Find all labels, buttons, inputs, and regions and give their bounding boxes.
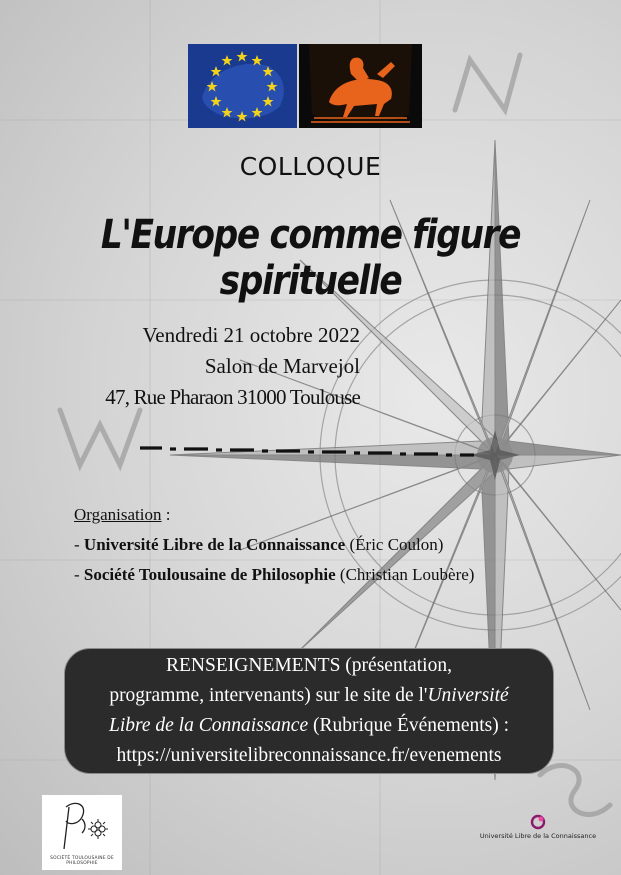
- event-date: Vendredi 21 octobre 2022: [142, 323, 360, 347]
- organiser-item: - Université Libre de la Connaissance (Éric Coulon): [74, 535, 444, 554]
- organiser-name: Université Libre de la Connaissance: [83, 535, 346, 554]
- philosophy-logo-icon: [42, 795, 122, 857]
- header-images: [188, 44, 422, 128]
- info-box: [64, 648, 554, 774]
- decorative-divider: [140, 440, 480, 460]
- organiser-contact: (Christian Loubère): [335, 565, 475, 584]
- info-line: RENSEIGNEMENTS (présentation,: [166, 655, 452, 676]
- left-logo-caption: SOCIÉTÉ TOULOUSAINE DE PHILOSOPHIE: [50, 856, 114, 866]
- right-logo-caption: Université Libre de la Connaissance: [479, 832, 597, 840]
- event-venue: Salon de Marvejol: [204, 354, 360, 378]
- organisation-section: [74, 500, 474, 590]
- eu-flag-image: [188, 44, 297, 128]
- info-line: programme, intervenants) sur le site de l'Université: [109, 685, 509, 706]
- organiser-item: - Société Toulousaine de Philosophie (Christian Loubère): [74, 565, 475, 584]
- greek-vase-image: [299, 44, 422, 128]
- organiser-contact: (Éric Coulon): [345, 535, 444, 554]
- info-line: Libre de la Connaissance (Rubrique Événements) :: [108, 715, 510, 736]
- event-title: L'Europe comme figure spirituelle: [100, 212, 521, 304]
- event-type-label: COLLOQUE: [239, 152, 382, 181]
- website-link[interactable]: https://universitelibreconnaissance.fr/evenements: [116, 745, 502, 766]
- ulc-logo-icon: [478, 812, 598, 832]
- event-address: 47, Rue Pharaon 31000 Toulouse: [105, 385, 360, 409]
- societe-toulousaine-logo: [42, 795, 122, 870]
- event-details: [60, 320, 360, 413]
- universite-libre-logo: [478, 812, 598, 852]
- organisation-heading: Organisation :: [74, 505, 171, 524]
- organiser-name: Société Toulousaine de Philosophie: [83, 565, 336, 584]
